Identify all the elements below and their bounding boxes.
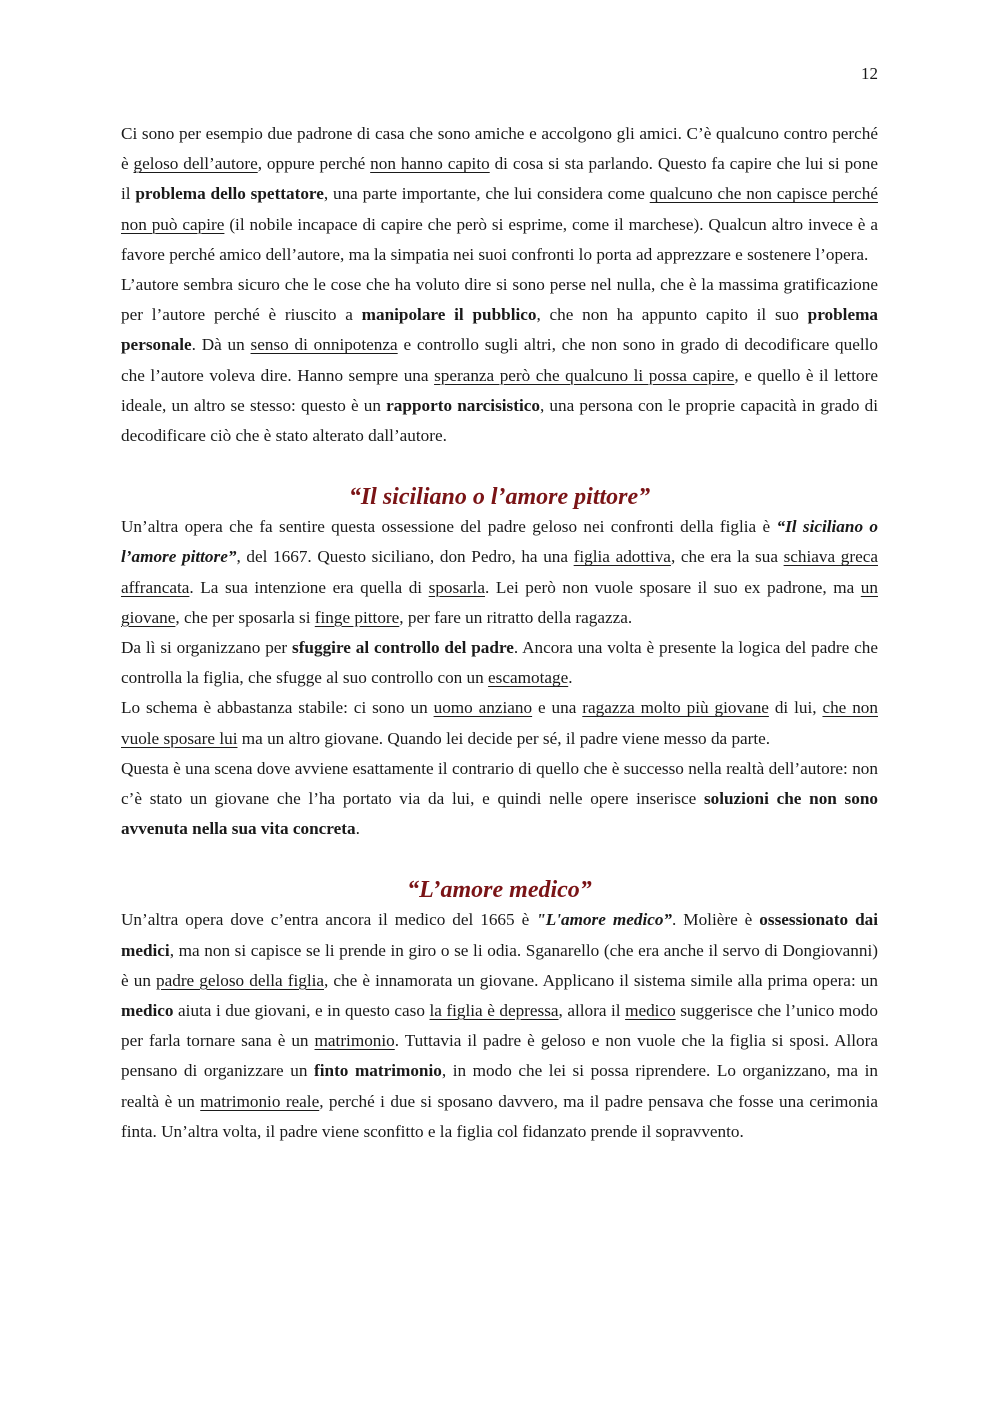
underlined-phrase: ragazza molto più giovane bbox=[582, 698, 769, 718]
section-title-amore-medico: “L’amore medico” bbox=[407, 877, 592, 904]
paragraph-realta-autore bbox=[121, 754, 878, 845]
text-run: , che è innamorata un giovane. Applicano il sistema simile alla prima opera: un bbox=[324, 970, 878, 990]
underlined-phrase: senso di onnipotenza bbox=[250, 335, 398, 355]
underlined-phrase: speranza però che qualcuno li possa capire bbox=[434, 365, 735, 385]
text-run: . bbox=[355, 819, 360, 839]
text-run: . Ancora una volta è presente la logica del padre che controlla la figlia, che sfugge al suo controllo con un bbox=[121, 638, 878, 688]
work-title-reference: "L'amore medico” bbox=[536, 910, 673, 930]
text-run: di cosa si sta parlando. Questo fa capire che lui si pone il bbox=[121, 154, 878, 204]
text-run: , oppure perché bbox=[257, 154, 371, 174]
page-body bbox=[121, 119, 878, 1147]
underlined-phrase: padre geloso della figlia bbox=[156, 970, 325, 990]
text-run: ma un altro giovane. Quando lei decide per sé, il padre viene messo da parte. bbox=[237, 728, 771, 748]
underlined-phrase: la figlia è depressa bbox=[429, 1001, 559, 1021]
text-run: , perché i due si sposano davvero, ma il padre pensava che fosse una cerimonia finta. Un’altra volta, il padre viene sconfitto e la figlia col fidanzato prende il sopravvento. bbox=[121, 1091, 878, 1141]
text-run: , per fare un ritratto della ragazza. bbox=[399, 607, 633, 627]
text-run: . Molière è bbox=[672, 910, 760, 930]
text-run: e una bbox=[532, 698, 583, 718]
underlined-phrase: matrimonio bbox=[314, 1031, 395, 1051]
text-run: . Dà un bbox=[191, 335, 251, 355]
text-run: , del 1667. Questo siciliano, don Pedro, ha una bbox=[236, 547, 574, 567]
text-run: , che era la sua bbox=[670, 547, 784, 567]
bold-phrase: problema personale bbox=[121, 305, 878, 355]
underlined-phrase: matrimonio reale bbox=[200, 1091, 320, 1111]
text-run: . La sua intenzione era quella di bbox=[189, 577, 429, 597]
text-run: , e quello è il lettore ideale, un altro se stesso: questo è un bbox=[121, 365, 878, 415]
bold-phrase: finto matrimonio bbox=[314, 1061, 442, 1081]
text-run: , una persona con le proprie capacità in grado di decodificare ciò che è stato alterato dall’autore. bbox=[121, 395, 878, 446]
text-run: , ma non si capisce se li prende in giro o se li odia. Sganarello (che era anche il servo di Dongiovanni) è un bbox=[121, 940, 878, 990]
page-number: 12 bbox=[861, 64, 878, 83]
underlined-phrase: che non vuole sposare lui bbox=[121, 698, 878, 748]
underlined-phrase: sposarla bbox=[428, 577, 485, 597]
bold-phrase: soluzioni che non sono avvenuta nella sua vita concreta bbox=[121, 789, 878, 839]
text-run: suggerisce che l’unico modo per farla tornare sana è un bbox=[121, 1001, 878, 1051]
underlined-phrase: un giovane bbox=[121, 577, 878, 627]
underlined-phrase: uomo anziano bbox=[433, 698, 533, 718]
underlined-phrase: qualcuno che non capisce perché non può capire bbox=[121, 184, 878, 234]
underlined-phrase: geloso dell’autore bbox=[133, 154, 258, 174]
paragraph-narcisismo bbox=[121, 270, 878, 451]
underlined-phrase: schiava greca affrancata bbox=[121, 547, 878, 597]
text-run: . Tuttavia il padre è geloso e non vuole che la figlia si sposi. Allora pensano di organizzare un bbox=[121, 1031, 879, 1081]
text-run: , in modo che lei si possa riprendere. Lo organizzano, ma in realtà è un bbox=[121, 1061, 878, 1111]
paragraph-siciliano-intro bbox=[121, 512, 878, 633]
paragraph-amore-medico bbox=[121, 905, 878, 1147]
text-run: Un’altra opera che fa sentire questa ossessione del padre geloso nei confronti della figlia è bbox=[121, 517, 777, 537]
text-run: Lo schema è abbastanza stabile: ci sono un bbox=[121, 698, 434, 718]
underlined-phrase: medico bbox=[625, 1001, 676, 1021]
paragraph-controllo-padre bbox=[121, 633, 878, 693]
text-run: L’autore sembra sicuro che le cose che ha voluto dire si sono perse nel nulla, che è la massima gratificazione per l’autore perché è riuscito a bbox=[121, 275, 878, 325]
text-run: Questa è una scena dove avviene esattamente il contrario di quello che è successo nella realtà dell’autore: non c’è stato un giovane che l’ha portato via da lui, e quindi nelle opere inserisce bbox=[121, 758, 878, 809]
bold-phrase: medico bbox=[121, 1001, 174, 1021]
bold-phrase: sfuggire al controllo del padre bbox=[292, 638, 514, 658]
paragraph-schema bbox=[121, 693, 878, 753]
bold-phrase: manipolare il pubblico bbox=[361, 305, 537, 325]
text-run: Da lì si organizzano per bbox=[121, 638, 293, 658]
text-run: Un’altra opera dove c’entra ancora il medico del 1665 è bbox=[121, 910, 537, 930]
underlined-phrase: non hanno capito bbox=[370, 154, 490, 174]
text-run: , che non ha appunto capito il suo bbox=[536, 305, 808, 325]
text-run: , una parte importante, che lui considera come bbox=[323, 184, 650, 204]
section-title-siciliano: “Il siciliano o l’amore pittore” bbox=[348, 484, 651, 511]
work-title-reference: “Il siciliano o l’amore pittore” bbox=[121, 517, 878, 567]
bold-phrase: rapporto narcisistico bbox=[386, 395, 540, 415]
text-run: (il nobile incapace di capire che però si esprime, come il marchese). Qualcun altro invece è a favore perché amico dell’autore, ma la simpatia nei suoi confronti lo porta ad apprezzare e sostenere l’opera. bbox=[121, 214, 878, 264]
text-run: di lui, bbox=[768, 698, 823, 718]
text-run: Ci sono per esempio due padrone di casa che sono amiche e accolgono gli amici. C’è qualcuno contro perché è bbox=[121, 124, 878, 174]
text-run: e controllo sugli altri, che non sono in grado di decodificare quello che l’autore voleva dire. Hanno sempre una bbox=[121, 335, 878, 385]
text-run: . bbox=[568, 668, 573, 688]
underlined-phrase: finge pittore bbox=[314, 607, 400, 627]
text-run: , allora il bbox=[558, 1001, 626, 1021]
text-run: aiuta i due giovani, e in questo caso bbox=[173, 1001, 430, 1021]
underlined-phrase: escamotage bbox=[488, 668, 569, 688]
bold-phrase: problema dello spettatore bbox=[135, 184, 324, 204]
text-run: . Lei però non vuole sposare il suo ex padrone, ma bbox=[484, 577, 861, 597]
underlined-phrase: figlia adottiva bbox=[573, 547, 671, 567]
bold-phrase: ossessionato dai medici bbox=[121, 910, 878, 960]
text-run: , che per sposarla si bbox=[175, 607, 315, 627]
paragraph-spettatore bbox=[121, 119, 878, 270]
